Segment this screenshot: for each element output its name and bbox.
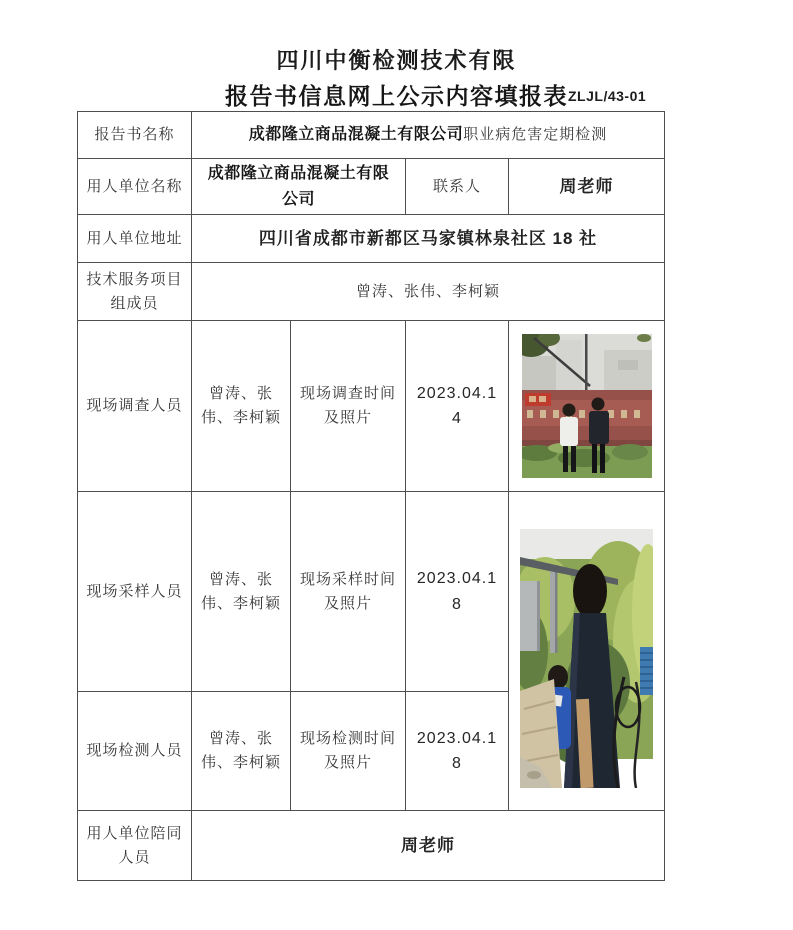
table-row-escort: [78, 811, 665, 881]
table-row-team: [78, 263, 665, 321]
employer-name-label: 用人单位名称: [78, 159, 192, 215]
detection-personnel: 曾涛、张伟、李柯颖: [192, 692, 291, 811]
site-sampling-photo: [517, 529, 656, 788]
report-name-value-tail: 职业病危害定期检测: [463, 127, 608, 144]
sampling-detection-photo-cell: [509, 492, 665, 811]
escort-name-text: 周老师: [401, 836, 456, 856]
sampling-label: 现场采样人员: [78, 492, 192, 692]
sampling-personnel: 曾涛、张伟、李柯颖: [192, 492, 291, 692]
survey-date: [406, 321, 509, 492]
escort-value: [192, 811, 665, 881]
employer-address-label: 用人单位地址: [78, 215, 192, 263]
table-row-sampling: [78, 492, 665, 692]
document-title-line1: 四川中衡检测技术有限: [276, 48, 517, 73]
survey-personnel: 曾涛、张伟、李柯颖: [192, 321, 291, 492]
escort-label: 用人单位陪同人员: [78, 811, 192, 881]
report-name-value-bold: 成都隆立商品混凝土有限公司: [248, 126, 464, 144]
sampling-date-text: 2023.04.18: [416, 570, 498, 613]
table-row-survey: [78, 321, 665, 492]
employer-name-value: [192, 159, 406, 215]
document-code: ZLJL/43-01: [568, 88, 647, 104]
contact-name-text: 周老师: [559, 177, 614, 196]
table-row-report-name: [78, 112, 665, 159]
survey-date-text: 2023.04.14: [416, 384, 498, 428]
table-row-address: [78, 215, 665, 263]
report-info-table: [77, 111, 665, 881]
report-name-value: [192, 112, 665, 159]
document-title-line2: 报告书信息网上公示内容填报表: [225, 83, 568, 109]
contact-label: 联系人: [406, 159, 509, 215]
sampling-date: [406, 492, 509, 692]
site-survey-photo: [517, 334, 656, 478]
report-name-label: 报告书名称: [78, 112, 192, 159]
team-value: 曾涛、张伟、李柯颖: [192, 263, 665, 321]
detection-date-text: 2023.04.18: [416, 729, 498, 773]
employer-address-value: [192, 215, 665, 263]
survey-label: 现场调查人员: [78, 321, 192, 492]
detection-label: 现场检测人员: [78, 692, 192, 811]
employer-name-text: 成都隆立商品混凝土有限公司: [207, 165, 390, 208]
team-label: 技术服务项目组成员: [78, 263, 192, 321]
survey-time-label: 现场调查时间及照片: [291, 321, 406, 492]
document-title-row: [0, 78, 793, 108]
sampling-time-label: 现场采样时间及照片: [291, 492, 406, 692]
detection-time-label: 现场检测时间及照片: [291, 692, 406, 811]
table-row-employer: [78, 159, 665, 215]
contact-value: [509, 159, 665, 215]
survey-photo-cell: [509, 321, 665, 492]
employer-address-text: 四川省成都市新都区马家镇林泉社区 18 社: [258, 229, 598, 249]
detection-date: [406, 692, 509, 811]
